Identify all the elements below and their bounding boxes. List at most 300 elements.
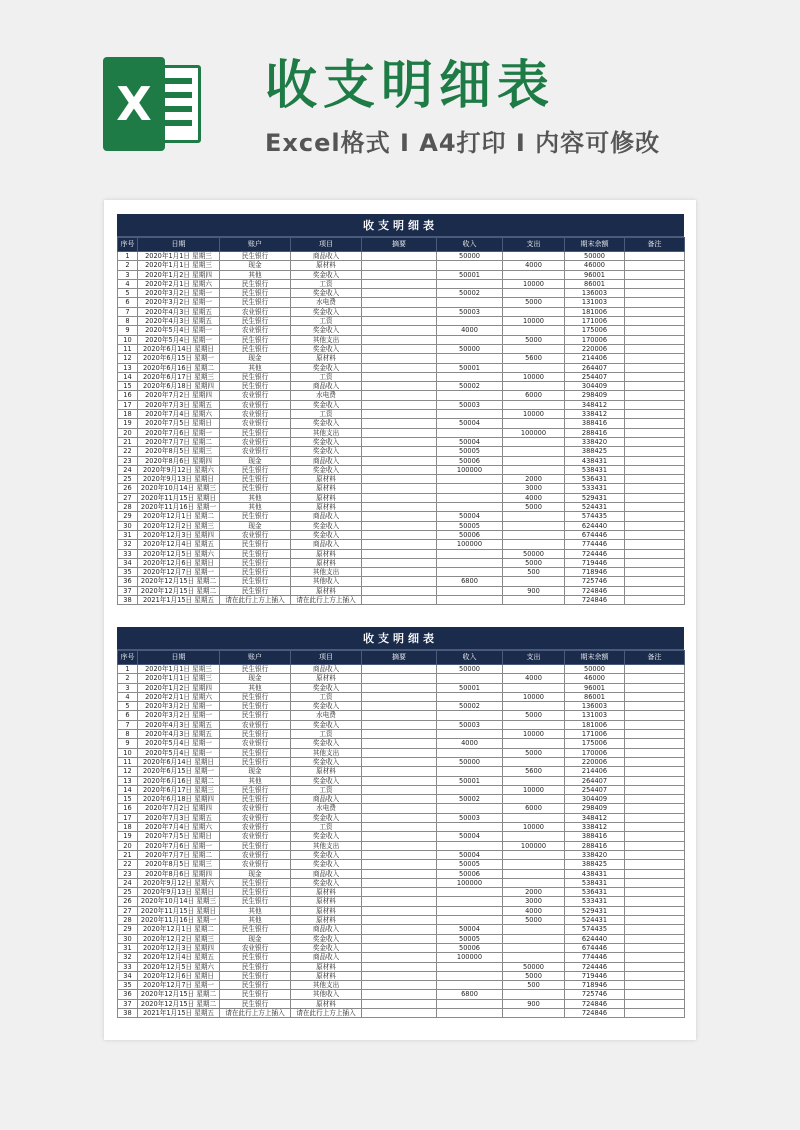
- cell-income[interactable]: [437, 804, 503, 813]
- cell-date[interactable]: 2020年9月12日 星期六: [138, 465, 220, 474]
- cell-expense[interactable]: 6000: [503, 391, 565, 400]
- cell-account[interactable]: 农业银行: [220, 400, 291, 409]
- cell-date[interactable]: 2020年11月16日 星期一: [138, 503, 220, 512]
- cell-expense[interactable]: 900: [503, 999, 565, 1008]
- cell-summary[interactable]: [362, 702, 437, 711]
- cell-balance[interactable]: 348412: [565, 400, 625, 409]
- cell-account[interactable]: 民生银行: [220, 298, 291, 307]
- cell-seq[interactable]: 5: [118, 289, 138, 298]
- cell-income[interactable]: 50003: [437, 400, 503, 409]
- cell-seq[interactable]: 24: [118, 878, 138, 887]
- cell-summary[interactable]: [362, 437, 437, 446]
- cell-seq[interactable]: 11: [118, 757, 138, 766]
- cell-expense[interactable]: [503, 869, 565, 878]
- cell-remark[interactable]: [625, 419, 685, 428]
- cell-summary[interactable]: [362, 400, 437, 409]
- cell-expense[interactable]: 3000: [503, 897, 565, 906]
- cell-item[interactable]: 原材料: [291, 549, 362, 558]
- cell-balance[interactable]: 524431: [565, 503, 625, 512]
- cell-income[interactable]: [437, 279, 503, 288]
- cell-balance[interactable]: 338420: [565, 437, 625, 446]
- cell-item[interactable]: 商品收入: [291, 953, 362, 962]
- cell-income[interactable]: [437, 711, 503, 720]
- cell-income[interactable]: [437, 391, 503, 400]
- cell-account[interactable]: 其他: [220, 363, 291, 372]
- cell-date[interactable]: 2020年7月3日 星期五: [138, 813, 220, 822]
- cell-item[interactable]: 奖金收入: [291, 850, 362, 859]
- cell-item[interactable]: 商品收入: [291, 795, 362, 804]
- cell-income[interactable]: [437, 897, 503, 906]
- cell-seq[interactable]: 2: [118, 674, 138, 683]
- cell-remark[interactable]: [625, 813, 685, 822]
- cell-remark[interactable]: [625, 503, 685, 512]
- cell-balance[interactable]: 46000: [565, 261, 625, 270]
- cell-remark[interactable]: [625, 897, 685, 906]
- cell-summary[interactable]: [362, 307, 437, 316]
- cell-summary[interactable]: [362, 925, 437, 934]
- cell-summary[interactable]: [362, 748, 437, 757]
- cell-expense[interactable]: [503, 307, 565, 316]
- cell-expense[interactable]: [503, 400, 565, 409]
- cell-item[interactable]: 其他收入: [291, 990, 362, 999]
- cell-summary[interactable]: [362, 850, 437, 859]
- cell-seq[interactable]: 16: [118, 804, 138, 813]
- cell-item[interactable]: 奖金收入: [291, 326, 362, 335]
- cell-expense[interactable]: [503, 382, 565, 391]
- cell-date[interactable]: 2020年12月1日 星期二: [138, 512, 220, 521]
- cell-item[interactable]: 原材料: [291, 999, 362, 1008]
- cell-balance[interactable]: 536431: [565, 475, 625, 484]
- cell-remark[interactable]: [625, 410, 685, 419]
- cell-item[interactable]: 原材料: [291, 586, 362, 595]
- cell-expense[interactable]: [503, 326, 565, 335]
- cell-date[interactable]: 2020年6月18日 星期四: [138, 382, 220, 391]
- cell-seq[interactable]: 17: [118, 400, 138, 409]
- cell-account[interactable]: 现金: [220, 521, 291, 530]
- cell-income[interactable]: 50004: [437, 925, 503, 934]
- cell-item[interactable]: 商品收入: [291, 382, 362, 391]
- cell-seq[interactable]: 25: [118, 888, 138, 897]
- cell-balance[interactable]: 131003: [565, 298, 625, 307]
- cell-summary[interactable]: [362, 465, 437, 474]
- cell-item[interactable]: 奖金收入: [291, 702, 362, 711]
- cell-expense[interactable]: 4000: [503, 493, 565, 502]
- cell-account[interactable]: 民生银行: [220, 692, 291, 701]
- cell-summary[interactable]: [362, 757, 437, 766]
- cell-seq[interactable]: 9: [118, 326, 138, 335]
- cell-remark[interactable]: [625, 665, 685, 674]
- cell-balance[interactable]: 264407: [565, 363, 625, 372]
- cell-balance[interactable]: 136003: [565, 289, 625, 298]
- cell-seq[interactable]: 4: [118, 692, 138, 701]
- cell-expense[interactable]: 10000: [503, 410, 565, 419]
- cell-remark[interactable]: [625, 289, 685, 298]
- cell-date[interactable]: 2020年3月2日 星期一: [138, 711, 220, 720]
- cell-item[interactable]: 商品收入: [291, 252, 362, 261]
- cell-expense[interactable]: 5000: [503, 503, 565, 512]
- cell-remark[interactable]: [625, 943, 685, 952]
- cell-balance[interactable]: 529431: [565, 493, 625, 502]
- cell-income[interactable]: 100000: [437, 540, 503, 549]
- cell-income[interactable]: [437, 410, 503, 419]
- cell-seq[interactable]: 13: [118, 363, 138, 372]
- cell-seq[interactable]: 34: [118, 558, 138, 567]
- cell-summary[interactable]: [362, 823, 437, 832]
- cell-remark[interactable]: [625, 307, 685, 316]
- cell-summary[interactable]: [362, 261, 437, 270]
- cell-seq[interactable]: 31: [118, 943, 138, 952]
- cell-remark[interactable]: [625, 916, 685, 925]
- cell-seq[interactable]: 18: [118, 823, 138, 832]
- cell-income[interactable]: 50005: [437, 521, 503, 530]
- cell-remark[interactable]: [625, 832, 685, 841]
- cell-account[interactable]: 民生银行: [220, 317, 291, 326]
- cell-seq[interactable]: 12: [118, 767, 138, 776]
- cell-balance[interactable]: 50000: [565, 665, 625, 674]
- cell-remark[interactable]: [625, 767, 685, 776]
- cell-remark[interactable]: [625, 317, 685, 326]
- cell-balance[interactable]: 288416: [565, 841, 625, 850]
- cell-date[interactable]: 2020年12月6日 星期日: [138, 971, 220, 980]
- cell-expense[interactable]: [503, 252, 565, 261]
- cell-income[interactable]: [437, 962, 503, 971]
- cell-account[interactable]: 民生银行: [220, 953, 291, 962]
- cell-account[interactable]: 民生银行: [220, 558, 291, 567]
- cell-expense[interactable]: 5000: [503, 971, 565, 980]
- cell-balance[interactable]: 338412: [565, 823, 625, 832]
- cell-expense[interactable]: [503, 419, 565, 428]
- cell-balance[interactable]: 438431: [565, 869, 625, 878]
- cell-account[interactable]: 民生银行: [220, 540, 291, 549]
- cell-balance[interactable]: 46000: [565, 674, 625, 683]
- cell-expense[interactable]: [503, 665, 565, 674]
- cell-item[interactable]: 奖金收入: [291, 860, 362, 869]
- cell-remark[interactable]: [625, 823, 685, 832]
- cell-balance[interactable]: 388425: [565, 447, 625, 456]
- cell-account[interactable]: 民生银行: [220, 665, 291, 674]
- cell-seq[interactable]: 25: [118, 475, 138, 484]
- cell-account[interactable]: 民生银行: [220, 897, 291, 906]
- cell-item[interactable]: 商品收入: [291, 540, 362, 549]
- cell-date[interactable]: 2020年6月14日 星期日: [138, 344, 220, 353]
- cell-item[interactable]: 奖金收入: [291, 878, 362, 887]
- cell-item[interactable]: 商品收入: [291, 665, 362, 674]
- cell-balance[interactable]: 574435: [565, 512, 625, 521]
- cell-seq[interactable]: 35: [118, 568, 138, 577]
- cell-item[interactable]: 商品收入: [291, 925, 362, 934]
- cell-balance[interactable]: 533431: [565, 897, 625, 906]
- cell-account[interactable]: 农业银行: [220, 943, 291, 952]
- cell-seq[interactable]: 22: [118, 447, 138, 456]
- cell-income[interactable]: 50002: [437, 795, 503, 804]
- cell-income[interactable]: [437, 981, 503, 990]
- cell-item[interactable]: 奖金收入: [291, 521, 362, 530]
- cell-date[interactable]: 2020年7月2日 星期四: [138, 391, 220, 400]
- cell-expense[interactable]: 4000: [503, 261, 565, 270]
- cell-expense[interactable]: 10000: [503, 372, 565, 381]
- cell-seq[interactable]: 30: [118, 934, 138, 943]
- cell-date[interactable]: 2020年12月15日 星期二: [138, 990, 220, 999]
- cell-item[interactable]: 水电费: [291, 391, 362, 400]
- cell-summary[interactable]: [362, 934, 437, 943]
- cell-expense[interactable]: [503, 934, 565, 943]
- cell-account[interactable]: 现金: [220, 934, 291, 943]
- cell-item[interactable]: 工资: [291, 410, 362, 419]
- cell-date[interactable]: 2021年1月15日 星期五: [138, 595, 220, 604]
- cell-date[interactable]: 2020年7月3日 星期五: [138, 400, 220, 409]
- cell-expense[interactable]: [503, 757, 565, 766]
- cell-account[interactable]: 民生银行: [220, 549, 291, 558]
- cell-seq[interactable]: 28: [118, 503, 138, 512]
- cell-seq[interactable]: 1: [118, 665, 138, 674]
- cell-account[interactable]: 民生银行: [220, 586, 291, 595]
- cell-account[interactable]: 农业银行: [220, 823, 291, 832]
- cell-seq[interactable]: 13: [118, 776, 138, 785]
- cell-income[interactable]: 50001: [437, 270, 503, 279]
- cell-summary[interactable]: [362, 776, 437, 785]
- cell-account[interactable]: 现金: [220, 261, 291, 270]
- cell-item[interactable]: 其他支出: [291, 335, 362, 344]
- cell-item[interactable]: 工资: [291, 823, 362, 832]
- cell-summary[interactable]: [362, 289, 437, 298]
- cell-remark[interactable]: [625, 981, 685, 990]
- cell-account[interactable]: 其他: [220, 503, 291, 512]
- cell-expense[interactable]: [503, 702, 565, 711]
- cell-summary[interactable]: [362, 962, 437, 971]
- cell-income[interactable]: 6800: [437, 577, 503, 586]
- cell-expense[interactable]: 10000: [503, 317, 565, 326]
- cell-seq[interactable]: 35: [118, 981, 138, 990]
- cell-date[interactable]: 2020年4月3日 星期五: [138, 720, 220, 729]
- cell-item[interactable]: 奖金收入: [291, 530, 362, 539]
- cell-expense[interactable]: 6000: [503, 804, 565, 813]
- cell-account[interactable]: 民生银行: [220, 971, 291, 980]
- cell-account[interactable]: 其他: [220, 493, 291, 502]
- cell-seq[interactable]: 15: [118, 382, 138, 391]
- cell-income[interactable]: 50001: [437, 363, 503, 372]
- cell-income[interactable]: [437, 823, 503, 832]
- cell-date[interactable]: 2020年6月15日 星期一: [138, 767, 220, 776]
- cell-income[interactable]: 50003: [437, 720, 503, 729]
- cell-seq[interactable]: 23: [118, 869, 138, 878]
- cell-date[interactable]: 2020年5月4日 星期一: [138, 739, 220, 748]
- cell-account[interactable]: 民生银行: [220, 925, 291, 934]
- cell-account[interactable]: 农业银行: [220, 326, 291, 335]
- cell-balance[interactable]: 724846: [565, 586, 625, 595]
- cell-account[interactable]: 农业银行: [220, 307, 291, 316]
- cell-remark[interactable]: [625, 484, 685, 493]
- cell-date[interactable]: 2020年7月6日 星期一: [138, 428, 220, 437]
- cell-account[interactable]: 其他: [220, 776, 291, 785]
- cell-income[interactable]: [437, 372, 503, 381]
- cell-balance[interactable]: 348412: [565, 813, 625, 822]
- cell-income[interactable]: [437, 1008, 503, 1017]
- cell-expense[interactable]: 10000: [503, 730, 565, 739]
- cell-expense[interactable]: [503, 683, 565, 692]
- cell-date[interactable]: 2020年5月4日 星期一: [138, 335, 220, 344]
- cell-expense[interactable]: 500: [503, 568, 565, 577]
- cell-expense[interactable]: [503, 953, 565, 962]
- cell-income[interactable]: 50004: [437, 832, 503, 841]
- cell-balance[interactable]: 214406: [565, 767, 625, 776]
- cell-date[interactable]: 2020年7月5日 星期日: [138, 419, 220, 428]
- cell-balance[interactable]: 50000: [565, 252, 625, 261]
- cell-summary[interactable]: [362, 577, 437, 586]
- cell-remark[interactable]: [625, 530, 685, 539]
- cell-date[interactable]: 2020年9月13日 星期日: [138, 888, 220, 897]
- cell-expense[interactable]: 10000: [503, 823, 565, 832]
- cell-remark[interactable]: [625, 720, 685, 729]
- cell-account[interactable]: 现金: [220, 767, 291, 776]
- cell-income[interactable]: [437, 888, 503, 897]
- cell-seq[interactable]: 18: [118, 410, 138, 419]
- cell-balance[interactable]: 524431: [565, 916, 625, 925]
- cell-income[interactable]: 50004: [437, 512, 503, 521]
- cell-item[interactable]: 奖金收入: [291, 776, 362, 785]
- cell-remark[interactable]: [625, 776, 685, 785]
- cell-balance[interactable]: 536431: [565, 888, 625, 897]
- cell-remark[interactable]: [625, 382, 685, 391]
- cell-account[interactable]: 民生银行: [220, 475, 291, 484]
- cell-account[interactable]: 其他: [220, 270, 291, 279]
- cell-item[interactable]: 其他支出: [291, 428, 362, 437]
- cell-remark[interactable]: [625, 493, 685, 502]
- cell-date[interactable]: 2020年11月16日 星期一: [138, 916, 220, 925]
- cell-expense[interactable]: [503, 990, 565, 999]
- cell-summary[interactable]: [362, 878, 437, 887]
- cell-expense[interactable]: [503, 878, 565, 887]
- cell-balance[interactable]: 86001: [565, 279, 625, 288]
- cell-seq[interactable]: 20: [118, 841, 138, 850]
- cell-remark[interactable]: [625, 326, 685, 335]
- cell-account[interactable]: 民生银行: [220, 795, 291, 804]
- cell-date[interactable]: 2020年6月16日 星期二: [138, 363, 220, 372]
- cell-seq[interactable]: 37: [118, 999, 138, 1008]
- cell-seq[interactable]: 2: [118, 261, 138, 270]
- cell-seq[interactable]: 10: [118, 335, 138, 344]
- cell-account[interactable]: 农业银行: [220, 530, 291, 539]
- cell-date[interactable]: 2020年6月16日 星期二: [138, 776, 220, 785]
- cell-income[interactable]: 50006: [437, 456, 503, 465]
- cell-remark[interactable]: [625, 841, 685, 850]
- cell-account[interactable]: 民生银行: [220, 702, 291, 711]
- cell-account[interactable]: 民生银行: [220, 372, 291, 381]
- cell-balance[interactable]: 725746: [565, 577, 625, 586]
- cell-income[interactable]: 50005: [437, 934, 503, 943]
- cell-remark[interactable]: [625, 540, 685, 549]
- cell-income[interactable]: [437, 568, 503, 577]
- cell-summary[interactable]: [362, 530, 437, 539]
- cell-item[interactable]: 水电费: [291, 298, 362, 307]
- cell-remark[interactable]: [625, 465, 685, 474]
- cell-income[interactable]: [437, 558, 503, 567]
- cell-expense[interactable]: 100000: [503, 841, 565, 850]
- cell-expense[interactable]: [503, 540, 565, 549]
- cell-account[interactable]: 其他: [220, 683, 291, 692]
- cell-remark[interactable]: [625, 878, 685, 887]
- cell-item[interactable]: 奖金收入: [291, 400, 362, 409]
- cell-account[interactable]: 民生银行: [220, 577, 291, 586]
- cell-seq[interactable]: 21: [118, 437, 138, 446]
- cell-account[interactable]: 请在此行上方上插入: [220, 595, 291, 604]
- cell-date[interactable]: 2020年9月13日 星期日: [138, 475, 220, 484]
- cell-summary[interactable]: [362, 1008, 437, 1017]
- cell-income[interactable]: [437, 748, 503, 757]
- cell-summary[interactable]: [362, 832, 437, 841]
- cell-balance[interactable]: 96001: [565, 683, 625, 692]
- cell-balance[interactable]: 181006: [565, 307, 625, 316]
- cell-income[interactable]: 50003: [437, 307, 503, 316]
- cell-account[interactable]: 民生银行: [220, 252, 291, 261]
- cell-account[interactable]: 民生银行: [220, 711, 291, 720]
- cell-date[interactable]: 2020年12月3日 星期四: [138, 943, 220, 952]
- cell-date[interactable]: 2020年12月7日 星期一: [138, 568, 220, 577]
- cell-balance[interactable]: 220006: [565, 344, 625, 353]
- cell-remark[interactable]: [625, 953, 685, 962]
- cell-income[interactable]: 50005: [437, 447, 503, 456]
- cell-date[interactable]: 2020年7月4日 星期六: [138, 823, 220, 832]
- cell-summary[interactable]: [362, 326, 437, 335]
- cell-item[interactable]: 原材料: [291, 674, 362, 683]
- cell-date[interactable]: 2020年1月2日 星期四: [138, 683, 220, 692]
- cell-date[interactable]: 2020年12月15日 星期二: [138, 586, 220, 595]
- cell-balance[interactable]: 574435: [565, 925, 625, 934]
- cell-income[interactable]: [437, 317, 503, 326]
- cell-account[interactable]: 其他: [220, 906, 291, 915]
- cell-seq[interactable]: 29: [118, 925, 138, 934]
- cell-remark[interactable]: [625, 577, 685, 586]
- cell-seq[interactable]: 3: [118, 683, 138, 692]
- cell-seq[interactable]: 7: [118, 720, 138, 729]
- cell-income[interactable]: 50004: [437, 850, 503, 859]
- cell-expense[interactable]: [503, 832, 565, 841]
- cell-date[interactable]: 2020年12月7日 星期一: [138, 981, 220, 990]
- cell-summary[interactable]: [362, 916, 437, 925]
- cell-date[interactable]: 2020年8月5日 星期三: [138, 860, 220, 869]
- cell-date[interactable]: 2020年8月6日 星期四: [138, 456, 220, 465]
- cell-income[interactable]: [437, 354, 503, 363]
- cell-income[interactable]: [437, 484, 503, 493]
- cell-income[interactable]: [437, 586, 503, 595]
- cell-summary[interactable]: [362, 586, 437, 595]
- cell-date[interactable]: 2020年1月2日 星期四: [138, 270, 220, 279]
- cell-balance[interactable]: 388416: [565, 419, 625, 428]
- cell-item[interactable]: 奖金收入: [291, 757, 362, 766]
- cell-income[interactable]: 100000: [437, 465, 503, 474]
- cell-account[interactable]: 民生银行: [220, 730, 291, 739]
- cell-date[interactable]: 2020年6月18日 星期四: [138, 795, 220, 804]
- cell-summary[interactable]: [362, 785, 437, 794]
- cell-remark[interactable]: [625, 971, 685, 980]
- cell-balance[interactable]: 719446: [565, 971, 625, 980]
- cell-remark[interactable]: [625, 860, 685, 869]
- cell-expense[interactable]: [503, 456, 565, 465]
- cell-account[interactable]: 其他: [220, 916, 291, 925]
- cell-summary[interactable]: [362, 419, 437, 428]
- cell-remark[interactable]: [625, 447, 685, 456]
- cell-summary[interactable]: [362, 363, 437, 372]
- cell-summary[interactable]: [362, 540, 437, 549]
- cell-income[interactable]: [437, 595, 503, 604]
- cell-remark[interactable]: [625, 549, 685, 558]
- cell-date[interactable]: 2020年12月2日 星期三: [138, 521, 220, 530]
- cell-income[interactable]: [437, 906, 503, 915]
- cell-income[interactable]: 50001: [437, 683, 503, 692]
- cell-expense[interactable]: 5600: [503, 354, 565, 363]
- cell-item[interactable]: 原材料: [291, 503, 362, 512]
- cell-income[interactable]: 50000: [437, 665, 503, 674]
- cell-seq[interactable]: 9: [118, 739, 138, 748]
